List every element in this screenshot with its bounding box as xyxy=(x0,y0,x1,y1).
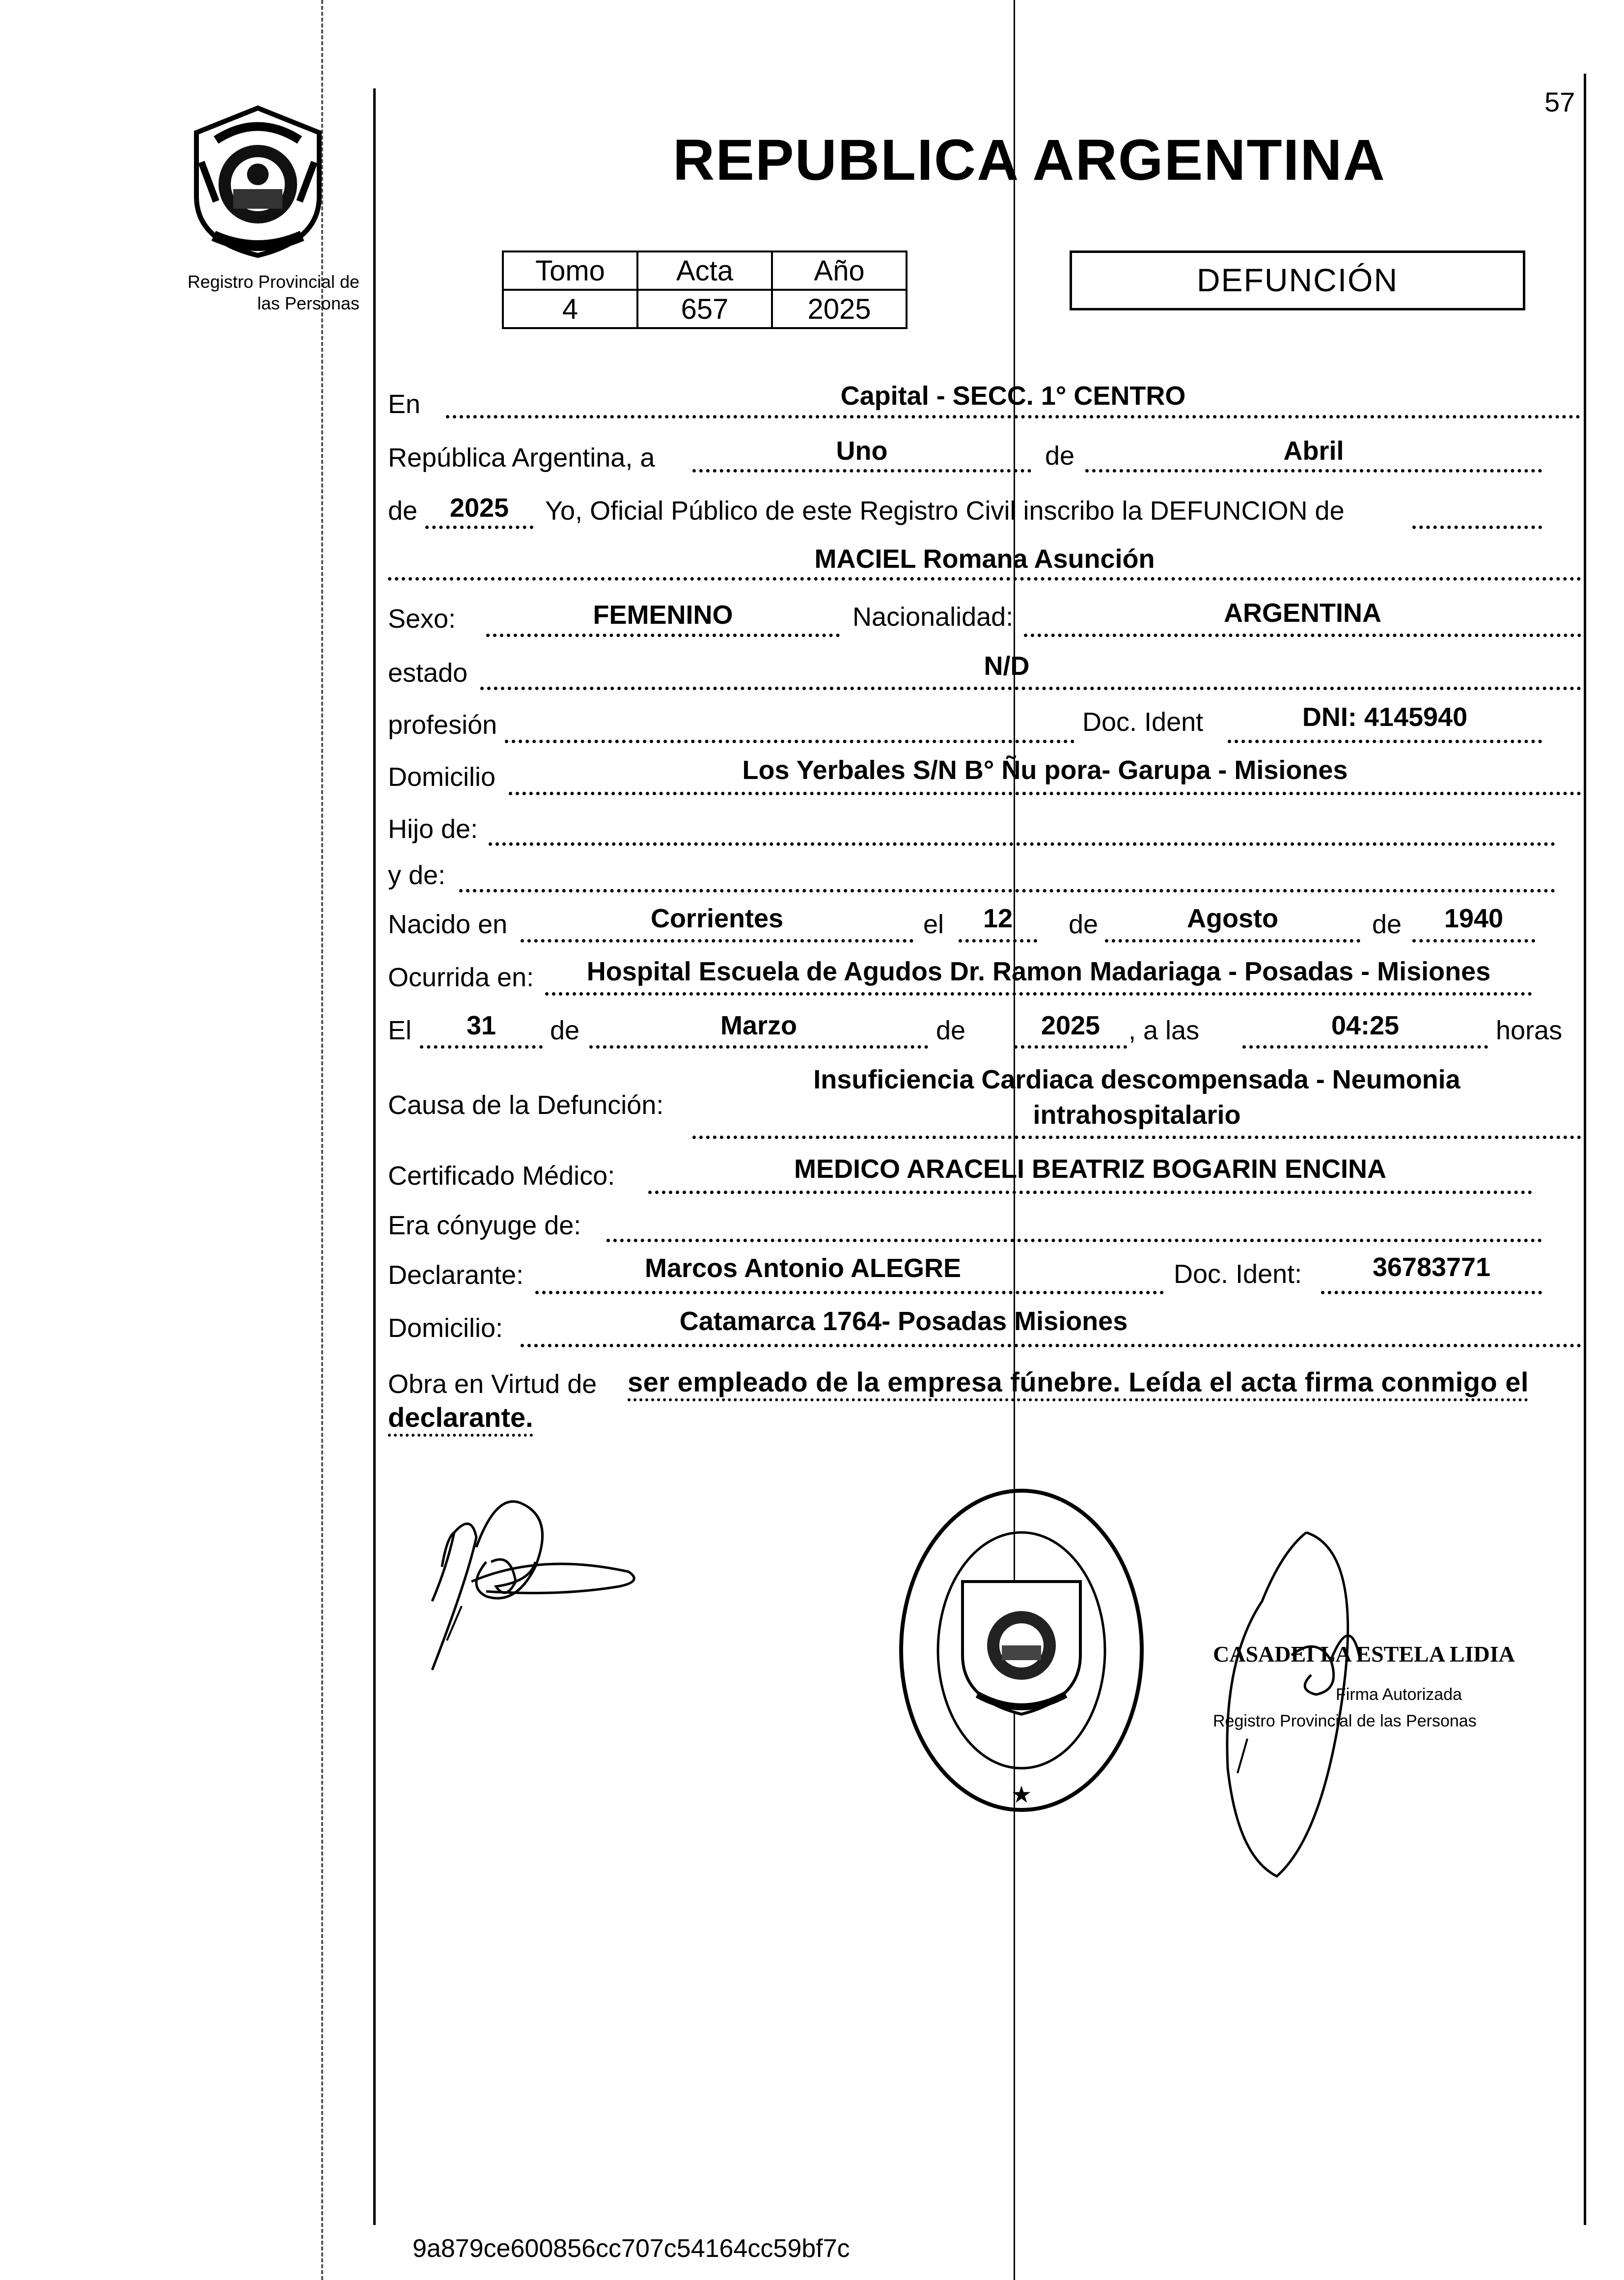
mes-dots xyxy=(1085,469,1542,473)
document-hash: 9a879ce600856cc707c54164cc59bf7c xyxy=(413,2234,850,2263)
nacido-label: Nacido en xyxy=(388,910,508,939)
domicilio-dots xyxy=(509,792,1581,795)
left-border-line xyxy=(373,88,376,2225)
nombre-dots xyxy=(388,577,1581,581)
profesion-label: profesión xyxy=(388,710,497,740)
registry-line2: las Personas xyxy=(257,293,359,313)
record-col-acta: Acta xyxy=(637,251,772,290)
ocurrida-dots xyxy=(545,992,1532,996)
alas-label: , a las xyxy=(1129,1016,1200,1045)
def-hora-value: 04:25 xyxy=(1331,1011,1400,1040)
sexo-value: FEMENINO xyxy=(593,600,733,630)
dia-value: Uno xyxy=(836,436,888,466)
conyuge-label: Era cónyuge de: xyxy=(388,1211,581,1240)
certificado-dots xyxy=(648,1191,1532,1194)
nacido-value: Corrientes xyxy=(650,904,784,933)
doc-label: Doc. Ident xyxy=(1082,707,1204,737)
nac-de-label-2: de xyxy=(1372,910,1402,939)
horas-label: horas xyxy=(1496,1016,1563,1045)
record-table xyxy=(502,250,908,329)
decl-doc-label: Doc. Ident: xyxy=(1174,1259,1302,1289)
estado-dots xyxy=(480,687,1581,690)
province-seal-icon xyxy=(187,103,329,260)
def-anio-value: 2025 xyxy=(1041,1011,1101,1040)
causa-label: Causa de la Defunción: xyxy=(388,1090,664,1120)
page-title: REPUBLICA ARGENTINA xyxy=(673,128,1386,193)
record-val-anio: 2025 xyxy=(772,290,907,328)
nac-dia-dots xyxy=(959,939,1037,943)
mes-value: Abril xyxy=(1283,436,1344,466)
sexo-label: Sexo: xyxy=(388,604,456,634)
obra-line2: declarante. xyxy=(388,1402,533,1433)
republica-label: República Argentina, a xyxy=(388,443,655,473)
right-border-line xyxy=(1584,74,1586,2225)
def-el-label: El xyxy=(388,1016,412,1045)
nombre-value: MACIEL Romana Asunción xyxy=(814,544,1155,574)
causa-dots xyxy=(692,1136,1581,1139)
nac-anio-value: 1940 xyxy=(1444,904,1504,933)
nac-el-label: el xyxy=(923,910,944,939)
conyuge-dots xyxy=(606,1239,1542,1242)
nac-mes-value: Agosto xyxy=(1187,904,1278,933)
nacionalidad-dots xyxy=(1024,634,1581,637)
domicilio2-value: Catamarca 1764- Posadas Misiones xyxy=(679,1307,1128,1336)
declarante-dots xyxy=(535,1291,1164,1294)
official-name: CASADEI LA ESTELA LIDIA xyxy=(1213,1641,1515,1667)
en-dots xyxy=(446,415,1580,418)
declarante-value: Marcos Antonio ALEGRE xyxy=(644,1253,962,1283)
domicilio-value: Los Yerbales S/N B° Ñu pora- Garupa - Misiones xyxy=(742,755,1348,785)
decl-doc-value: 36783771 xyxy=(1372,1252,1491,1282)
en-label: En xyxy=(388,389,421,419)
anio-value: 2025 xyxy=(449,493,509,523)
margin-dashed-line xyxy=(321,0,323,2280)
dia-dots xyxy=(692,469,1031,473)
def-anio-dots xyxy=(1014,1045,1127,1049)
obra-line1: ser empleado de la empresa fúnebre. Leída el acta firma conmigo el xyxy=(628,1366,1529,1397)
nac-dia-value: 12 xyxy=(983,904,1013,933)
estado-label: estado xyxy=(388,658,468,688)
causa-line1: Insuficiencia Cardiaca descompensada - Neumonia xyxy=(813,1065,1460,1094)
def-dia-dots xyxy=(420,1045,543,1049)
anio-de-label: de xyxy=(388,496,418,526)
page-number: 57 xyxy=(1544,86,1575,117)
domicilio2-label: Domicilio: xyxy=(388,1313,503,1343)
nac-mes-dots xyxy=(1105,939,1360,943)
scan-fold-line xyxy=(1014,0,1015,2280)
svg-text:★: ★ xyxy=(1011,1781,1032,1808)
record-val-tomo: 4 xyxy=(503,290,637,328)
nacionalidad-label: Nacionalidad: xyxy=(853,602,1014,632)
profesion-dots xyxy=(505,740,1074,743)
obra-label: Obra en Virtud de xyxy=(388,1369,597,1399)
domicilio-label: Domicilio xyxy=(388,762,496,792)
official-role: Firma Autorizada xyxy=(1336,1685,1462,1704)
nac-anio-dots xyxy=(1412,939,1535,943)
nacido-dots xyxy=(521,939,913,943)
declarante-label: Declarante: xyxy=(388,1260,524,1290)
en-value: Capital - SECC. 1° CENTRO xyxy=(840,381,1186,411)
record-val-acta: 657 xyxy=(637,290,772,328)
decl-doc-dots xyxy=(1321,1291,1542,1294)
yo-text: Yo, Oficial Público de este Registro Civil inscribo la DEFUNCION de xyxy=(545,496,1345,526)
registry-label xyxy=(147,271,359,314)
record-col-anio: Año xyxy=(772,251,907,290)
hijo-dots xyxy=(489,842,1555,846)
def-mes-dots xyxy=(589,1045,928,1049)
def-de-label-1: de xyxy=(550,1016,580,1045)
def-mes-value: Marzo xyxy=(720,1011,797,1040)
yde-dots xyxy=(459,889,1555,892)
official-org: Registro Provincial de las Personas xyxy=(1213,1712,1477,1730)
anio-dots xyxy=(425,526,533,529)
sexo-dots xyxy=(486,634,840,637)
declarant-signature-icon xyxy=(413,1483,648,1695)
yde-label: y de: xyxy=(388,861,446,890)
mes-de-label: de xyxy=(1045,441,1075,471)
certificado-label: Certificado Médico: xyxy=(388,1161,615,1191)
registry-stamp-icon xyxy=(894,1483,1149,1827)
estado-value: N/D xyxy=(984,651,1030,681)
nacionalidad-value: ARGENTINA xyxy=(1224,598,1381,628)
doc-value: DNI: 4145940 xyxy=(1302,702,1468,732)
hijo-label: Hijo de: xyxy=(388,814,478,844)
yo-dots xyxy=(1412,526,1542,529)
ocurrida-label: Ocurrida en: xyxy=(388,963,534,992)
def-dia-value: 31 xyxy=(466,1011,496,1040)
doc-dots xyxy=(1228,740,1542,743)
causa-line2: intrahospitalario xyxy=(1033,1100,1241,1130)
nac-de-label-1: de xyxy=(1069,910,1099,939)
ocurrida-value: Hospital Escuela de Agudos Dr. Ramon Madariaga - Posadas - Misiones xyxy=(586,957,1491,986)
registry-line1: Registro Provincial de xyxy=(187,272,359,292)
record-col-tomo: Tomo xyxy=(503,251,637,290)
def-de-label-2: de xyxy=(936,1016,966,1045)
domicilio2-dots xyxy=(521,1344,1581,1347)
record-type-box: DEFUNCIÓN xyxy=(1070,250,1525,310)
def-hora-dots xyxy=(1242,1045,1488,1049)
certificado-value: MEDICO ARACELI BEATRIZ BOGARIN ENCINA xyxy=(794,1154,1386,1184)
